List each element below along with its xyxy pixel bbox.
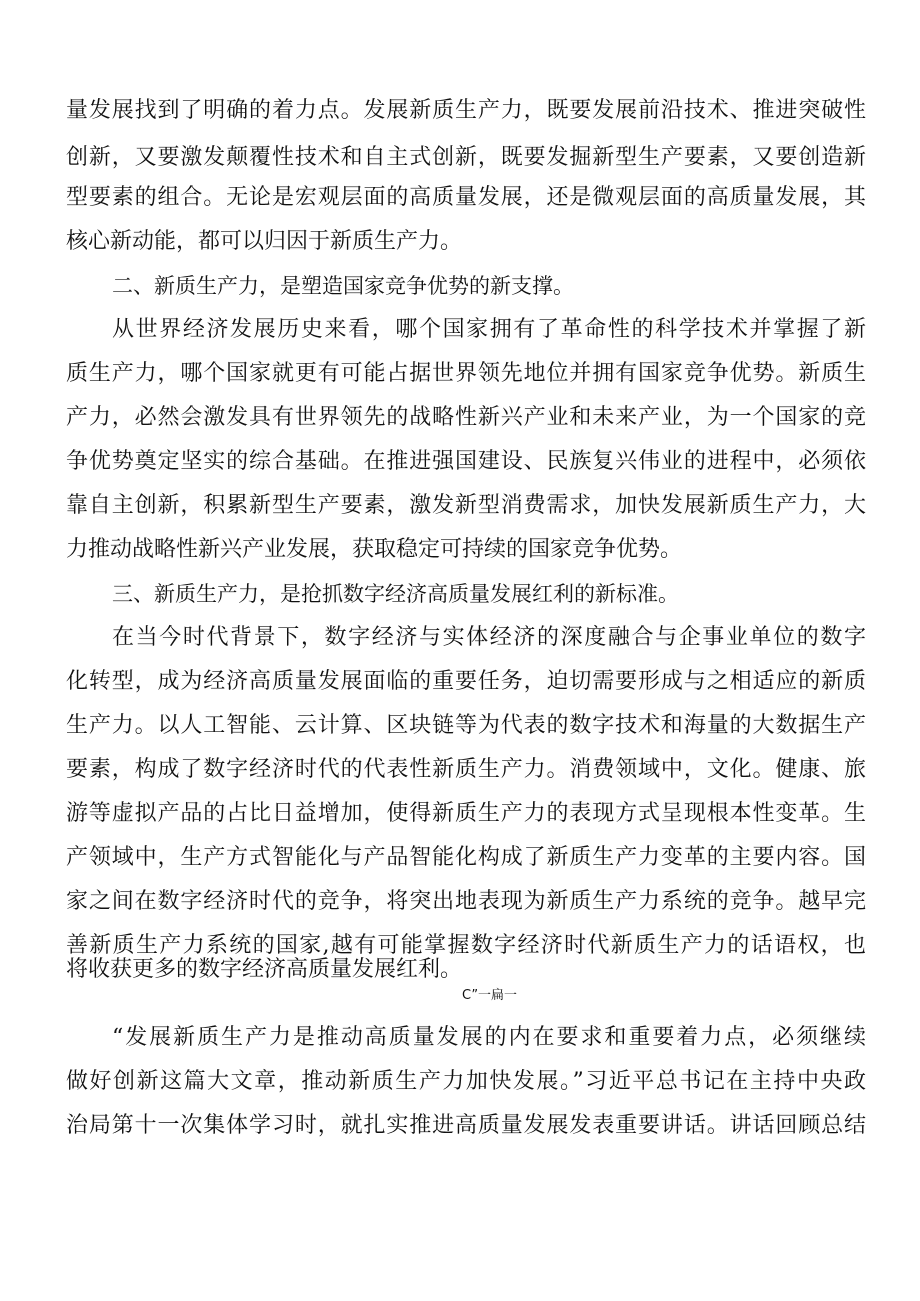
- paragraph-1-line-2: 创新，又要激发颠覆性技术和自主式创新，既要发掘新型生产要素，又要创造新: [66, 145, 866, 170]
- paragraph-3-line-4: 要素，构成了数字经济时代的代表性新质生产力。消费领域中，文化。健康、旅: [66, 757, 866, 782]
- paragraph-4-line-3: 治局第十一次集体学习时，就扎实推进高质量发展发表重要讲话。讲话回顾总结: [66, 1113, 866, 1138]
- paragraph-1-line-4: 核心新动能，都可以归因于新质生产力。: [66, 229, 463, 254]
- paragraph-4-line-2: 做好创新这篇大文章，推动新质生产力加快发展。”习近平总书记在主持中央政: [66, 1069, 866, 1094]
- paragraph-3-line-1: 在当今时代背景下，数字经济与实体经济的深度融合与企事业单位的数字: [112, 625, 866, 650]
- paragraph-4-line-1: “发展新质生产力是推动高质量发展的内在要求和重要着力点，必须继续: [112, 1025, 866, 1050]
- paragraph-2-line-1: 从世界经济发展历史来看，哪个国家拥有了革命性的科学技术并掌握了新: [112, 317, 866, 342]
- paragraph-1-line-1: 量发展找到了明确的着力点。发展新质生产力，既要发展前沿技术、推进突破性: [66, 98, 866, 123]
- paragraph-2-line-5: 靠自主创新，积累新型生产要素，激发新型消费需求，加快发展新质生产力，大: [66, 493, 866, 518]
- paragraph-2-line-2: 质生产力，哪个国家就更有可能占据世界领先地位并拥有国家竞争优势。新质生: [66, 361, 866, 386]
- paragraph-3-line-6: 产领域中，生产方式智能化与产品智能化构成了新质生产力变革的主要内容。国: [66, 845, 866, 870]
- paragraph-2-line-3: 产力，必然会激发具有世界领先的战略性新兴产业和未来产业，为一个国家的竞: [66, 405, 866, 430]
- section-heading-3: 三、新质生产力，是抢抓数字经济高质量发展红利的新标准。: [112, 582, 679, 606]
- paragraph-3-line-8: 善新质生产力系统的国家,越有可能掌握数字经济时代新质生产力的话语权，也: [66, 933, 866, 958]
- paragraph-1-line-3: 型要素的组合。无论是宏观层面的高质量发展，还是微观层面的高质量发展，其: [66, 185, 866, 210]
- paragraph-2-line-4: 争优势奠定坚实的综合基础。在推进强国建设、民族复兴伟业的进程中，必须依: [66, 449, 866, 474]
- paragraph-3-line-3: 生产力。以人工智能、云计算、区块链等为代表的数字技术和海量的大数据生产: [66, 713, 866, 738]
- paragraph-3-line-5: 游等虚拟产品的占比日益增加，使得新质生产力的表现方式呈现根本性变革。生: [66, 801, 866, 826]
- paragraph-3-line-9: 将收获更多的数字经济高质量发展红利。: [66, 957, 463, 982]
- section-marker: C”一扁一: [462, 988, 518, 1003]
- paragraph-2-line-6: 力推动战略性新兴产业发展，获取稳定可持续的国家竞争优势。: [66, 537, 683, 562]
- paragraph-3-line-2: 化转型，成为经济高质量发展面临的重要任务，迫切需要形成与之相适应的新质: [66, 669, 866, 694]
- paragraph-3-line-7: 家之间在数字经济时代的竞争，将突出地表现为新质生产力系统的竞争。越早完: [66, 889, 866, 914]
- section-heading-2: 二、新质生产力，是塑造国家竞争优势的新支撑。: [112, 274, 574, 298]
